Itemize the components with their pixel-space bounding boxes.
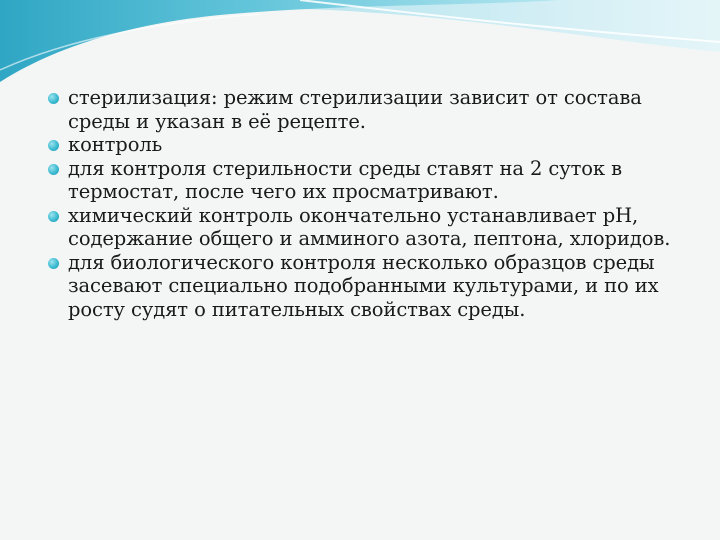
bullet-text: контроль xyxy=(68,133,163,156)
bullet-item xyxy=(47,133,697,157)
bullet-icon xyxy=(48,140,59,151)
bullet-icon xyxy=(48,258,59,269)
bullet-item xyxy=(47,157,697,204)
bullet-text: стерилизация: режим стерилизации зависит от состава среды и указан в её рецепте. xyxy=(68,86,642,133)
bullet-icon xyxy=(48,93,59,104)
bullet-item xyxy=(47,251,697,322)
bullet-text: для биологического контроля несколько образцов среды засевают специально подобранными культурами, и по их росту судят о питательных свойствах среды. xyxy=(68,250,659,321)
bullet-text: химический контроль окончательно устанавливает рН, содержание общего и амминого азота, пептона, хлоридов. xyxy=(68,203,671,250)
slide-body xyxy=(47,86,697,321)
bullet-icon xyxy=(48,164,59,175)
bullet-icon xyxy=(48,211,59,222)
bullet-item xyxy=(47,204,697,251)
bullet-item xyxy=(47,86,697,133)
bullet-list xyxy=(47,86,697,321)
bullet-text: для контроля стерильности среды ставят на 2 суток в термостат, после чего их просматривают. xyxy=(68,156,622,203)
